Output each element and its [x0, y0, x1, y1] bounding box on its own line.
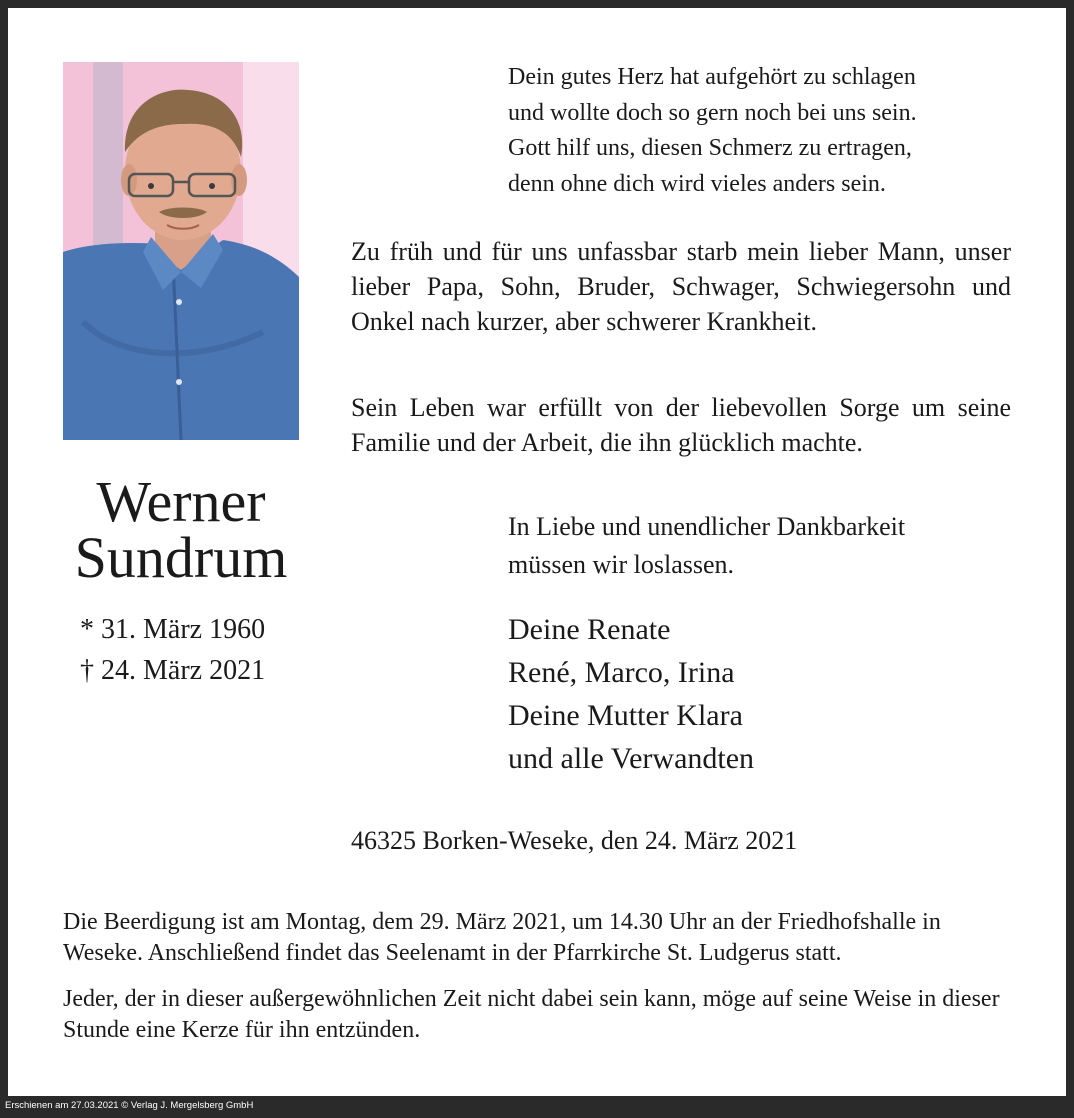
deceased-name	[63, 469, 299, 590]
mourner: und alle Verwandten	[508, 742, 755, 775]
last-name: Sundrum	[74, 525, 288, 590]
birth-date: * 31. März 1960	[80, 614, 266, 645]
mourner: Deine Mutter Klara	[508, 699, 743, 732]
mourners-list	[508, 608, 754, 780]
first-name: Werner	[96, 469, 266, 534]
poem-line: Dein gutes Herz hat aufgehört zu schlagen	[508, 64, 916, 90]
gratitude-line: In Liebe und unendlicher Dankbarkeit	[508, 512, 906, 541]
place-and-date: 46325 Borken-Weseke, den 24. März 2021	[351, 826, 798, 855]
death-date: † 24. März 2021	[80, 655, 266, 686]
poem-line: Gott hilf uns, diesen Schmerz zu ertragen,	[508, 135, 912, 161]
poem	[508, 60, 917, 202]
gratitude-text	[508, 508, 905, 584]
funeral-notice: Die Beerdigung ist am Montag, dem 29. März 2021, um 14.30 Uhr an der Friedhofshalle in Weseke. Anschließend findet das Seelenamt in der Pfarrkirche St. Ludgerus statt.	[63, 909, 941, 966]
obituary-card	[8, 8, 1066, 1096]
mourner: Deine Renate	[508, 613, 671, 646]
mourner: René, Marco, Irina	[508, 656, 735, 689]
candle-notice: Jeder, der in dieser außergewöhnlichen Zeit nicht dabei sein kann, möge auf seine Weise in dieser Stunde eine Kerze für ihn entzünden.	[63, 986, 1000, 1043]
life-description: Sein Leben war erfüllt von der liebevollen Sorge um seine Familie und der Arbeit, die ihn glücklich machte.	[351, 393, 1011, 457]
publication-footer: Erschienen am 27.03.2021 © Verlag J. Mergelsberg GmbH	[5, 1100, 254, 1111]
life-dates	[80, 609, 265, 691]
poem-line: und wollte doch so gern noch bei uns sein.	[508, 99, 917, 126]
portrait-photo	[63, 62, 299, 440]
gratitude-line: müssen wir loslassen.	[508, 550, 735, 579]
poem-line: denn ohne dich wird vieles anders sein.	[508, 170, 886, 197]
death-announcement: Zu früh und für uns unfassbar starb mein lieber Mann, unser lieber Papa, Sohn, Bruder, Schwager, Schwiegersohn und Onkel nach kurzer, aber schwerer Krankheit.	[351, 237, 1011, 336]
